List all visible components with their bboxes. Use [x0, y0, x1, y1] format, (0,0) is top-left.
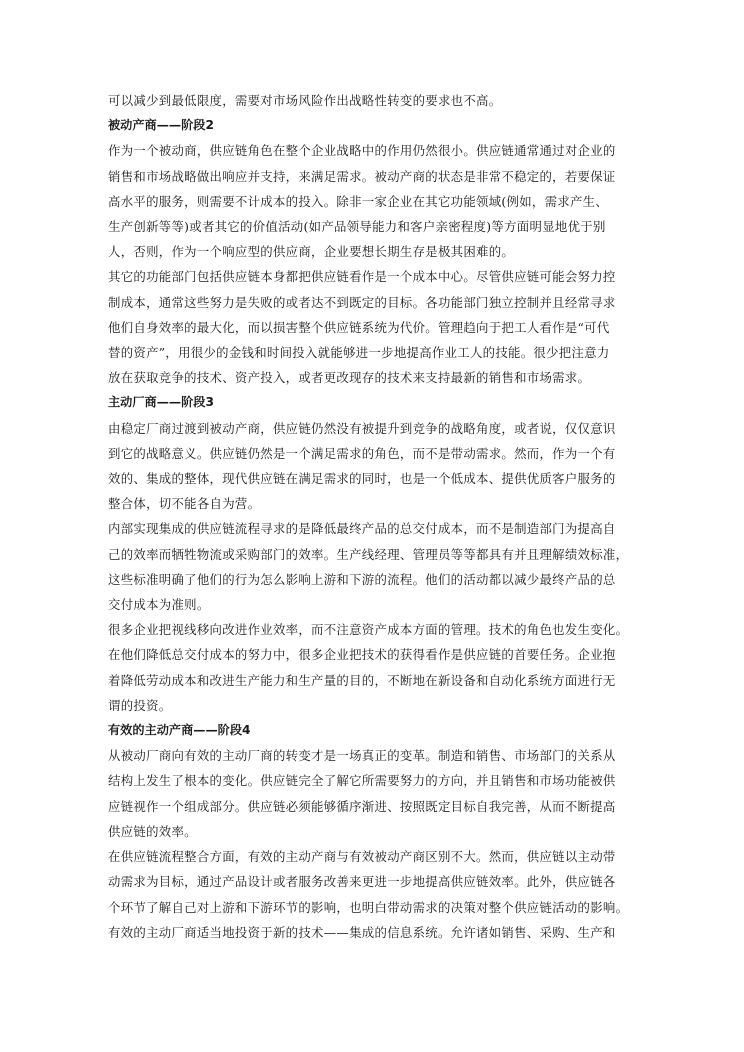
paragraph — [108, 743, 638, 844]
section-heading: 有效的主动产商——阶段4 — [108, 723, 251, 738]
section-heading: 主动厂商——阶段3 — [108, 395, 214, 410]
text-line: 己的效率而牺牲物流或采购部门的效率。生产线经理、管理员等等都具有并且理解绩效标准， — [108, 546, 629, 562]
text-line: 在他们降低总交付成本的努力中，很多企业把技术的获得看作是供应链的首要任务。企业抱 — [108, 647, 616, 663]
text-line: 效的、集成的整体，现代供应链在满足需求的同时，也是一个低成本、提供优质客户服务的 — [108, 471, 616, 487]
text-line: 销售和市场战略做出响应并支持，来满足需求。被动产商的状态是非常不稳定的，若要保证 — [108, 168, 616, 184]
text-line: 着降低劳动成本和改进生产能力和生产量的目的，不断地在新设备和自动化系统方面进行无 — [108, 672, 616, 688]
text-line: 作为一个被动商，供应链角色在整个企业战略中的作用仍然很小。供应链通常通过对企业的 — [108, 143, 616, 159]
paragraph — [108, 264, 638, 390]
text-line: 内部实现集成的供应链流程寻求的是降低最终产品的总交付成本，而不是制造部门为提高自 — [108, 521, 616, 537]
text-line: 供应链的效率。 — [108, 823, 197, 839]
text-line: 到它的战略意义。供应链仍然是一个满足需求的角色，而不是带动需求。然而，作为一个有 — [108, 445, 616, 461]
document-page — [108, 88, 638, 945]
paragraph — [108, 138, 638, 264]
text-line: 个环节了解自己对上游和下游环节的影响，也明白带动需求的决策对整个供应链活动的影响。 — [108, 899, 629, 915]
text-line: 其它的功能部门包括供应链本身都把供应链看作是一个成本中心。尽管供应链可能会努力控 — [108, 269, 616, 285]
paragraph — [108, 88, 638, 113]
text-line: 这些标准明确了他们的行为怎么影响上游和下游的流程。他们的活动都以减少最终产品的总 — [108, 571, 616, 587]
text-line: 高水平的服务，则需要不计成本的投入。除非一家企业在其它功能领域(例如，需求产生、 — [108, 193, 609, 209]
text-line: 制成本，通常这些努力是失败的或者达不到既定的目标。各功能部门独立控制并且经常寻求 — [108, 294, 616, 310]
text-line: 谓的投资。 — [108, 697, 172, 713]
text-line: 有效的主动厂商适当地投资于新的技术——集成的信息系统。允许诸如销售、采购、生产和 — [108, 924, 616, 940]
text-line: 动需求为目标，通过产品设计或者服务改善来更进一步地提高供应链效率。此外，供应链各 — [108, 874, 616, 890]
paragraph — [108, 516, 638, 617]
text-line: 生产创新等等)或者其它的价值活动(如产品领导能力和客户亲密程度)等方面明显地优于别 — [108, 219, 606, 235]
text-line: 在供应链流程整合方面，有效的主动产商与有效被动产商区别不大。然而，供应链以主动带 — [108, 849, 616, 865]
section-heading: 被动产商——阶段2 — [108, 118, 214, 133]
text-line: 应链视作一个组成部分。供应链必须能够循序渐进、按照既定目标自我完善，从而不断提高 — [108, 798, 616, 814]
text-line: 人，否则，作为一个响应型的供应商，企业要想长期生存是极其困难的。 — [108, 244, 515, 260]
text-line: 替的资产”，用很少的金钱和时间投入就能够进一步地提高作业工人的技能。很少把注意力 — [108, 345, 610, 361]
text-line: 交付成本为准则。 — [108, 597, 210, 613]
text-line: 放在获取竞争的技术、资产投入，或者更改现存的技术来支持最新的销售和市场需求。 — [108, 370, 591, 386]
paragraph — [108, 844, 638, 945]
paragraph — [108, 617, 638, 718]
paragraph — [108, 416, 638, 517]
text-line: 他们自身效率的最大化，而以损害整个供应链系统为代价。管理趋向于把工人看作是“可代 — [108, 319, 610, 335]
text-line: 可以减少到最低限度，需要对市场风险作出战略性转变的要求也不高。 — [108, 93, 502, 108]
text-line: 从被动厂商向有效的主动厂商的转变才是一场真正的变革。制造和销售、市场部门的关系从 — [108, 748, 616, 764]
text-line: 整合体，切不能各自为营。 — [108, 496, 261, 512]
text-line: 结构上发生了根本的变化。供应链完全了解它所需要努力的方向，并且销售和市场功能被供 — [108, 773, 616, 789]
text-line: 由稳定厂商过渡到被动产商，供应链仍然没有被提升到竞争的战略角度，或者说，仅仅意识 — [108, 420, 616, 436]
text-line: 很多企业把视线移向改进作业效率，而不注意资产成本方面的管理。技术的角色也发生变化。 — [108, 622, 629, 638]
